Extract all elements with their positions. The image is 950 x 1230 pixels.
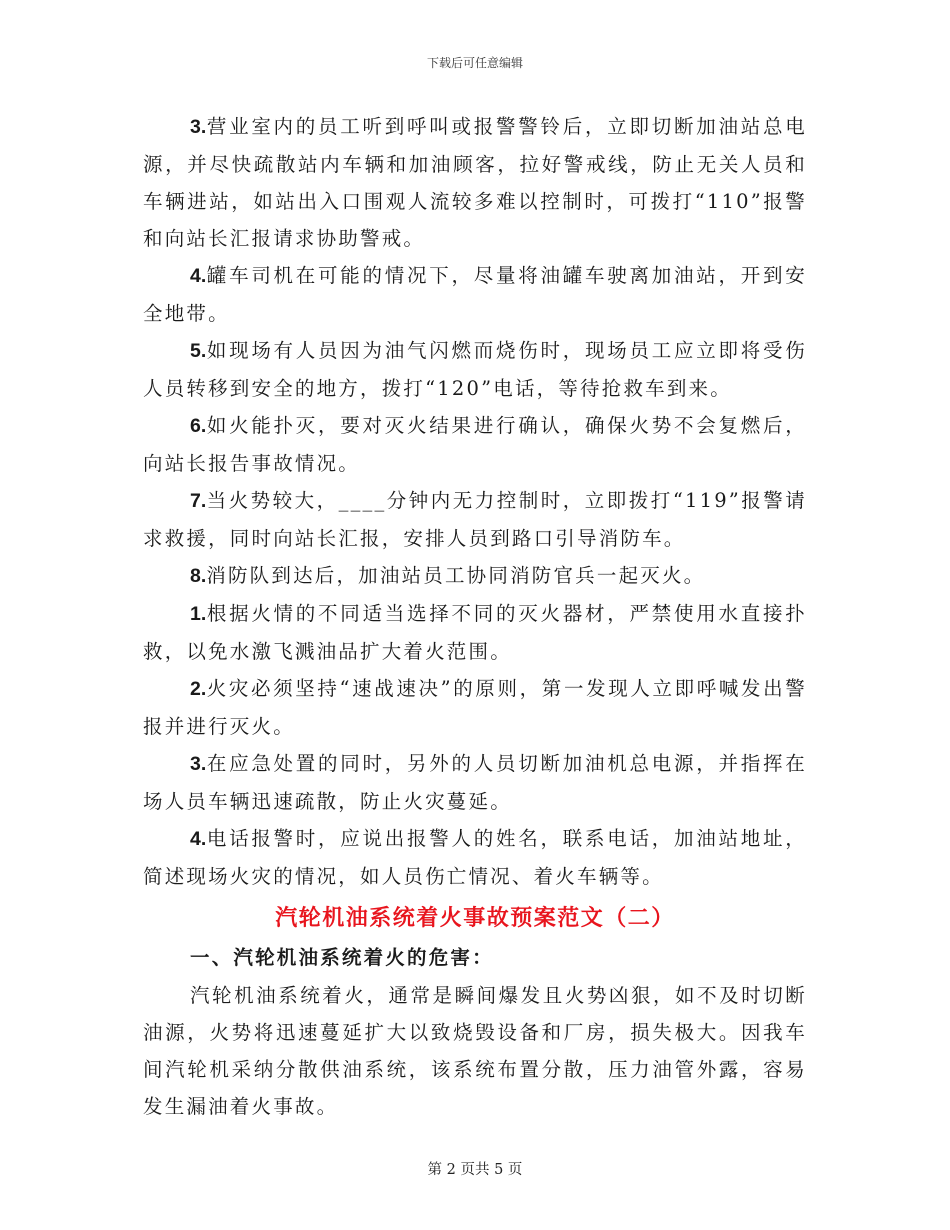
- section-title: 汽轮机油系统着火事故预案范文（二）: [275, 905, 675, 931]
- document-body: [143, 108, 807, 1125]
- item-number: 5.: [190, 340, 207, 362]
- numbered-paragraph: [143, 557, 807, 595]
- paragraph-text: 罐车司机在可能的情况下，尽量将油罐车驶离加油站，开到安全地带。: [143, 264, 807, 325]
- paragraph-text: 火灾必须坚持“速战速决”的原则，第一发现人立即呼喊发出警报并进行灭火。: [143, 677, 807, 738]
- item-number: 4.: [190, 265, 207, 287]
- paragraph-text: 营业室内的员工听到呼叫或报警警铃后，立即切断加油站总电源，并尽快疏散站内车辆和加油顾客，拉好警戒线，防止无关人员和车辆进站，如站出入口围观人流较多难以控制时，可拨打“110”报警和向站长汇报请求协助警戒。: [143, 115, 807, 250]
- numbered-paragraph: [143, 257, 807, 332]
- item-number: 8.: [190, 565, 207, 587]
- paragraph-text: 如火能扑灭，要对灭火结果进行确认，确保火势不会复燃后，向站长报告事故情况。: [143, 414, 807, 475]
- numbered-paragraph: [143, 407, 807, 482]
- subheading: 一、汽轮机油系统着火的危害：: [190, 946, 494, 969]
- header-note: 下载后可任意编辑: [426, 56, 523, 70]
- numbered-paragraph: [143, 670, 807, 745]
- numbered-paragraph: [143, 108, 807, 257]
- page-footer: 第 2 页共 5 页: [427, 1162, 523, 1178]
- numbered-paragraph: [143, 595, 807, 670]
- item-number: 3.: [190, 116, 207, 138]
- paragraph-text: 根据火情的不同适当选择不同的灭火器材，严禁使用水直接扑救，以免水激飞溅油品扩大着火范围。: [143, 602, 807, 663]
- numbered-paragraph: [143, 745, 807, 820]
- item-number: 1.: [190, 603, 207, 625]
- item-number: 7.: [190, 490, 207, 512]
- numbered-paragraph: [143, 820, 807, 895]
- paragraph-text: 当火势较大，____分钟内无力控制时，立即拨打“119”报警请求救援，同时向站长汇报，安排人员到路口引导消防车。: [143, 489, 807, 550]
- item-number: 6.: [190, 415, 207, 437]
- item-number: 4.: [190, 828, 207, 850]
- numbered-paragraph: [143, 482, 807, 557]
- item-number: 3.: [190, 753, 207, 775]
- paragraph-text: 消防队到达后，加油站员工协同消防官兵一起灭火。: [206, 564, 706, 587]
- paragraph-text: 如现场有人员因为油气闪燃而烧伤时，现场员工应立即将受伤人员转移到安全的地方，拨打“120”电话，等待抢救车到来。: [143, 339, 807, 400]
- paragraph-text: 电话报警时，应说出报警人的姓名，联系电话，加油站地址，简述现场火灾的情况，如人员伤亡情况、着火车辆等。: [143, 827, 807, 888]
- body-paragraph: 汽轮机油系统着火，通常是瞬间爆发且火势凶狠，如不及时切断油源，火势将迅速蔓延扩大以致烧毁设备和厂房，损失极大。因我车间汽轮机采纳分散供油系统，该系统布置分散，压力油管外露，容易发生漏油着火事故。: [143, 984, 807, 1118]
- paragraph-text: 在应急处置的同时，另外的人员切断加油机总电源，并指挥在场人员车辆迅速疏散，防止火灾蔓延。: [143, 752, 807, 813]
- numbered-paragraph: [143, 332, 807, 407]
- item-number: 2.: [190, 678, 207, 700]
